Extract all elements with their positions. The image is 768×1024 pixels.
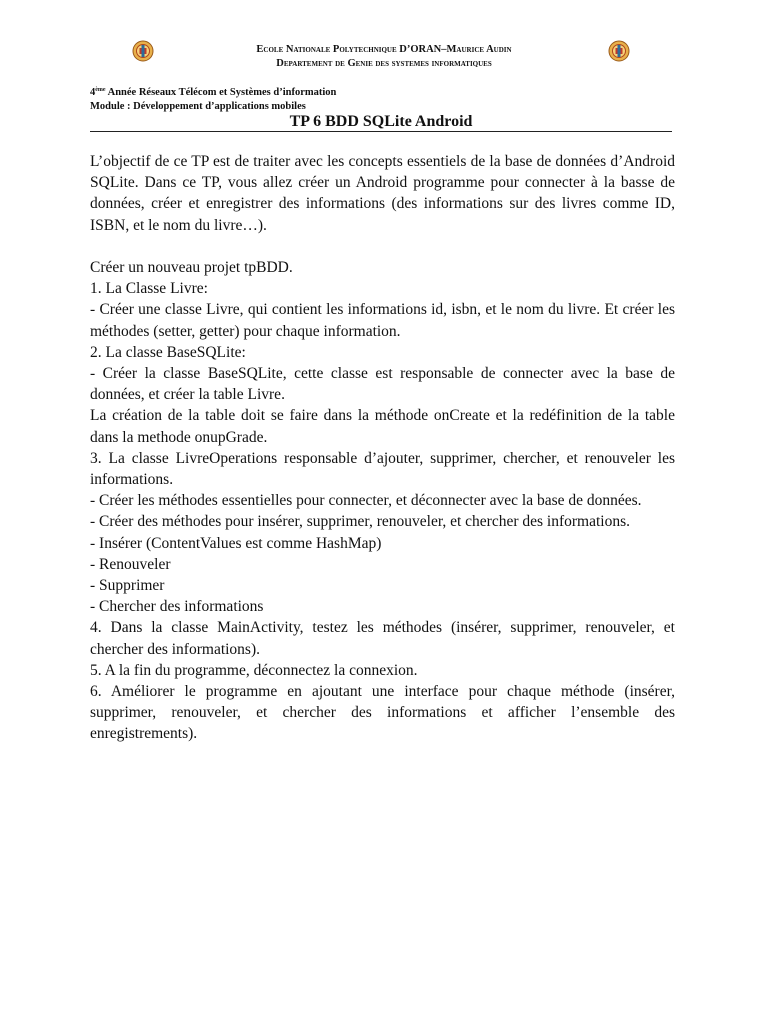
section-heading: 2. La classe BaseSQLite:	[90, 343, 246, 361]
page-title: TP 6 BDD SQLite Android	[289, 113, 473, 130]
year-line	[90, 84, 336, 100]
intro-paragraph: L’objectif de ce TP est de traiter avec les concepts essentiels de la base de données d’Android SQLite. Dans ce TP, vous allez créer un Android programme pour connecter à la basse de données, créer et enregistrer des informations (des informations sur des livres comme ID, ISBN, et le nom du livre…).	[90, 153, 675, 234]
school-header	[150, 43, 618, 71]
body-line: - Créer les méthodes essentielles pour connecter, et déconnecter avec la base de données.	[90, 492, 642, 510]
year-number: 4	[90, 87, 96, 98]
document-body	[90, 151, 675, 745]
list-item: - Chercher des informations	[90, 598, 264, 616]
body-line: La création de la table doit se faire dans la méthode onCreate et la redéfinition de la table dans la methode onupGrade.	[90, 407, 675, 446]
list-item: - Supprimer	[90, 577, 165, 595]
year-superscript: ème	[95, 87, 106, 93]
section-heading: 3. La classe LivreOperations responsable d’ajouter, supprimer, chercher, et renouveler les informations.	[90, 449, 675, 489]
title-underline	[90, 131, 672, 132]
section-heading: 4. Dans la classe MainActivity, testez les méthodes (insérer, supprimer, renouveler, et chercher des informations).	[90, 619, 675, 658]
section-heading: 1. La Classe Livre:	[90, 280, 208, 298]
school-name: Ecole Nationale Polytechnique D’ORAN–Maurice Audin	[256, 44, 512, 55]
section-heading: 6. Améliorer le programme en ajoutant une interface pour chaque méthode (insérer, supprimer, renouveler, et chercher des informations et afficher l’ensemble des enregistrements).	[90, 683, 675, 743]
list-item: - Renouveler	[90, 555, 171, 573]
department-name: Departement de Genie des systemes informatiques	[276, 58, 492, 69]
list-item: - Insérer (ContentValues est comme HashMap)	[90, 534, 382, 552]
course-meta	[90, 84, 336, 113]
body-line: - Créer une classe Livre, qui contient les informations id, isbn, et le nom du livre. Et créer les méthodes (setter, getter) pour chaque information.	[90, 301, 675, 340]
section-heading: 5. A la fin du programme, déconnectez la connexion.	[90, 661, 418, 679]
body-line: Créer un nouveau projet tpBDD.	[90, 259, 293, 276]
module-line: Module : Développement d’applications mobiles	[90, 100, 306, 112]
year-program: Année Réseaux Télécom et Systèmes d’information	[105, 87, 337, 98]
body-line: - Créer la classe BaseSQLite, cette classe est responsable de connecter avec la base de données, et créer la table Livre.	[90, 365, 675, 404]
body-line: - Créer des méthodes pour insérer, supprimer, renouveler, et chercher des informations.	[90, 513, 631, 531]
